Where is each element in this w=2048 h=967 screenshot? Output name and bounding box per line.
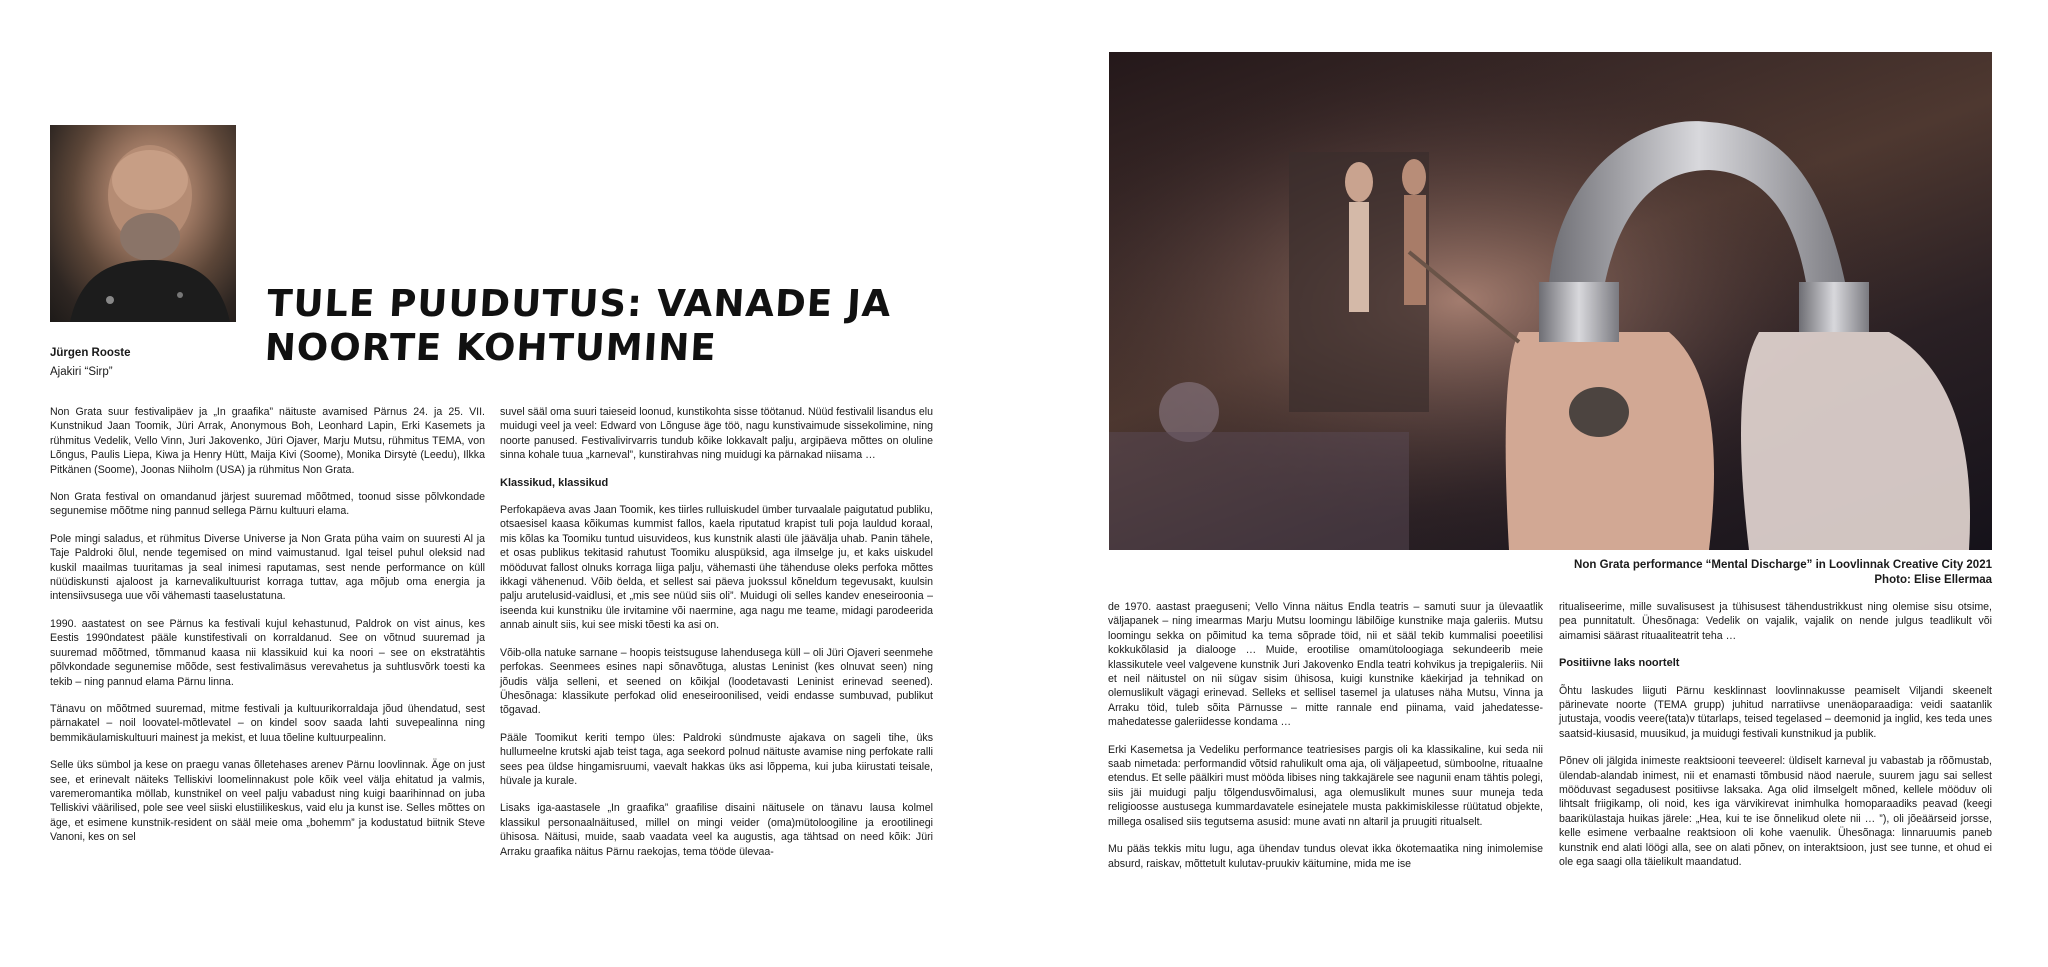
author-name: Jürgen Rooste xyxy=(50,347,131,359)
paragraph: 1990. aastatest on see Pärnus ka festivali kujul kehastunud, Paldrok on vist ainus, kes Eestis 1990ndatest pääle kunstifestivali on korraldanud. See on võtnud suuremad ja suuremad mõõtmed, tõmmanud kaasa nii klassikuid kui ka noori – see on ekstratähtis põlvkondade segunemise mõõde, sest festivalimäsus verevahetus ja suhtlusvõrk toesti ka tekib – ning pannud elama Pärnu linna. xyxy=(50,617,485,688)
caption-credit: Photo: Elise Ellermaa xyxy=(1874,574,1992,586)
performance-photo xyxy=(1109,52,1992,550)
paragraph: Perfokapäeva avas Jaan Toomik, kes tiirles rulluiskudel ümber turvaalale paigutatud publiku, otsaesisel kaasa kõikumas kummist fallos, kaela riputatud krapist tuli poja lauldud koraal, mis kõlas ka Toomiku tuntud uisuvideos, kus kunstnik alasti üle jäävälja uhab. Panin tähele, et osas publikus tekitasid rahutust Toomiku aluspüksid, aga ilmselge ju, et kaks uiskudel mööduvat fallost olnuks korraga liiga palju, vähemasti ühe tähenduse oleks perfoka mõttes ikkagi vähenenud. Võib öelda, et sellest sai päeva juokssul kõneldum tegevusakt, kuulsin palju arutelusid-vaidlusi, et „mis see nüüd siis oli”. Muidugi oli selles kandev eneseiroonia – iseenda kui kunstniku üle irvitamine või naermine, aga nagu me teame, midagi parodeerida annab ainult siis, kui see miski tõesti ka asi on. xyxy=(500,504,933,632)
paragraph: Pääle Toomikut keriti tempo üles: Paldroki sündmuste ajakava on sageli tihe, üks hullumeelne krutski ajab teist taga, aga seekord polnud näituste avamise ning perfokate ralli sees pea üldse hingamisruumi, vaevalt hakkas üks asi lõppema, kui juba kiirustati teisale, hüvale ja kurale. xyxy=(500,731,933,787)
text-column-1 xyxy=(50,405,485,858)
paragraph: Pole mingi saladus, et rühmitus Diverse Universe ja Non Grata püha vaim on suuresti Al ja Taje Paldroki õlul, nende tegemised on mind vaimustanud. Igal teisel puhul oleksid nad kuskil maailmas tuuritamas ja seal inimesi raputamas, sest nende performance on küll nüüdiskunsti ajaloost ja karnevalikultuurist korraga tuttav, aga mõjub oma energia ja intensiivsusega uue või vähemasti taaselustatuna. xyxy=(50,532,485,603)
paragraph: Erki Kasemetsa ja Vedeliku performance teatriesises pargis oli ka klassikaline, kui seda nii saab nimetada: performandid võtsid rahulikult oma aja, oli väljapeetud, sümboolne, rituaalne etendus. Et selle päälkiri must mööda libises ning takkajärele see nagunii enam tähtis polegi, siis jäi muidugi palju tõlgendusvõimalusi, aga olemuslikult munes suur muneja teda religioosse austusega kummardavatele esinejatele musta pakkimiskilesse rüütatud objekte, millega osalised siis tegutsema asusid: mune avati nn altaril ja pruugiti ritualselt. xyxy=(1108,743,1543,828)
paragraph: Põnev oli jälgida inimeste reaktsiooni teeveerel: üldiselt karneval ju vabastab ja rõõmustab, ülendab-alandab inimest, nii et enamasti tõmbusid näod naerule, suurem jagu sai sellest mööduvast segadusest positiivse laksaka. Aga olid ilmselgelt mõned, kellele mööduv oli lihtsalt friigikamp, oli noid, kes iga värvikirevat inimhulka homoparaadiks peavad (keegi baarikülastaja huikas järele: „Hea, kui te ise õnnelikud olete nii … ”), oli jõeäärseid jorsse, kelle esimene verbaalne reaktsioon oli kohe vaenulik. Ühesõnaga: linnaruumis paneb kunstnik end alati löögi alla, see on alati põnev, on interaktsioon, just see tunne, et ohud ei ole ega saagi olla täielikult maandatud. xyxy=(1559,755,1992,869)
paragraph: Mu pääs tekkis mitu lugu, aga ühendav tundus olevat ikka ökotemaatika ning inimolemise absurd, raiskav, mõttetult kulutav-pruukiv käitumine, mida me ise xyxy=(1108,843,1543,870)
article-title: TULE PUUDUTUS: VANADE JA NOORTE KOHTUMINE xyxy=(263,282,893,369)
paragraph: Võib-olla natuke sarnane – hoopis teistsuguse lahendusega küll – oli Jüri Ojaveri seenmehe perfokas. Seenmees esines napi sõnavõtuga, alustas Leninist (kes olnuvat seen) ning jõudis välja selleni, et seened on kõikjal (loodetavasti Leninist erinevad seened). Ühesõnaga: klassikute perfokad olid eneseiroonilised, veidi endasse sumbuvad, publikut tõgavad. xyxy=(500,646,933,717)
photo-caption xyxy=(1574,558,1992,588)
paragraph: suvel sääl oma suuri taieseid loonud, kunstikohta sisse töötanud. Nüüd festivalil lisandus elu muidugi veel ja veel: Edward von Lõnguse äge töö, nagu kunstivaimude sissekolimine, ning noorte panused. Festivalivirvarris tundub kõike lokkavalt palju, argipäeva mõttes on oluline sinna kohale tuua „karneval”, kunstirahvas ning muidugi ka pärnakad niisama … xyxy=(500,406,933,462)
paragraph: Lisaks iga-aastasele „In graafika” graafilise disaini näitusele on tänavu lausa kolmel klassikul personaalnäitused, millel on mingi veider (oma)mütoloogiline ja erootilinegi ühisosa. Näitusi, muide, saab vaadata veel ka augustis, aga tähtsad on need kõik: Jüri Arraku graafika näitus Pärnu raekojas, tema tööde ülevaa- xyxy=(500,802,933,858)
text-column-3 xyxy=(1108,600,1543,884)
paragraph: ritualiseerime, mille suvalisusest ja tühisusest tähendustrikkust ning olemise sisu otsime, pea punnitatult. Ühesõnaga: Vedelik on vajalik, vajalik on nende julgus teadlikult või aimamisi säärast rituaaliteatrit teha … xyxy=(1559,601,1992,642)
paragraph: Non Grata suur festivalipäev ja „In graafika” näituste avamised Pärnus 24. ja 25. VII. Kunstnikud Jaan Toomik, Jüri Arrak, Anonymous Boh, Leonhard Lapin, Erki Kasemets ja rühmitus Vedelik, Vello Vinn, Juri Jakovenko, Jüri Ojaver, Marju Mutsu, rühmitus TEMA, von Lõngus, Paulis Liepa, Kiwa ja Henry Hütt, Maija Kivi (Soome), Monika Dirsytė (Leedu), Ilkka Pitkänen (Soome), Joonas Niiholm (USA) ja rühmitus Non Grata. xyxy=(50,406,485,476)
section-heading: Klassikud, klassikud xyxy=(500,476,609,489)
caption-title: Non Grata performance “Mental Discharge” in Loovlinnak Creative City 2021 xyxy=(1574,559,1992,571)
paragraph: Õhtu laskudes liiguti Pärnu kesklinnast loovlinnakusse peamiselt Viljandi skeenelt pärinevate noorte (TEMA grupp) juhitud narratiivse unenäoparaadiga: veidi saatanlik jutustaja, voodis veere(tata)v tütarlaps, teised tegelased – deemonid ja inglid, kes teda unes saatsid-kiusasid, muusikud, ja muidugi festivali kunstnikud ja publik. xyxy=(1559,684,1992,740)
author-role: Ajakiri “Sirp” xyxy=(50,366,113,378)
paragraph: de 1970. aastast praeguseni; Vello Vinna näitus Endla teatris – samuti suur ja ülevaatlik väljapanek – ning imearmas Marju Mutsu loomingu läbilõige kunstnike maja galeriis. Mutsu loomingu sekka on põimitud ka tema sõprade töid, nii et sääl tekib kummalisi poeetilisi kokkukõlasid ja dialooge … Muide, erootilise omamütoloogiaga sekundeerib meie klassikutele veel valgevene kunstnik Juri Jakovenko Endla teatri kohvikus ja trepigaleriis. Nii et neil näitustel on nii sügav sisim ühisosa, kuigi kunstnike käekirjad ja tehnikad on olemuslikult vägagi erinevad. Selleks et sellisel tasemel ja ulatuses näha Mutsu, Vinna ja Arraku töid, tuleb sõita Pärnusse – mitte rannale end piinama, vaid jahedatesse-mahedatesse galeriidesse kondama … xyxy=(1108,601,1543,729)
paragraph: Non Grata festival on omandanud järjest suuremad mõõtmed, toonud sisse põlvkondade segunemise mõõtme ning pannud sellega Pärnu kultuuri elama. xyxy=(50,491,485,518)
paragraph: Tänavu on mõõtmed suuremad, mitme festivali ja kultuurikorraldaja jõud ühendatud, sest pärnakatel – noil loovatel-mõtlevatel – on kindel soov saada lahti suvepealinna ning bemmikäulamiskultuuri mainest ja mekist, et luua tõeline kultuurpealinn. xyxy=(50,702,485,744)
author-portrait xyxy=(50,125,236,322)
paragraph: Selle üks sümbol ja kese on praegu vanas õlletehases arenev Pärnu loovlinnak. Äge on just see, et erinevalt näiteks Telliskivi loomelinnakust pole kõik veel välja ehitatud ja valmis, varemeromantika möllab, kunstnikel on veel palju vabadust ning kuigi baarihinnad on juba Telliskivi väärilised, pole see veel siiski elustiilikeskus, vaid elu ja kunst ise. Selles mõttes on äge, et esimene kunstnik-resident on sääl meie oma „bohemm” ja kodustatud biitnik Steve Vanoni, kes on sel xyxy=(50,759,485,844)
text-column-2 xyxy=(500,405,933,872)
text-column-4 xyxy=(1559,600,1992,883)
section-heading: Positiivne laks noortelt xyxy=(1559,657,1680,670)
right-page xyxy=(1024,0,2048,967)
